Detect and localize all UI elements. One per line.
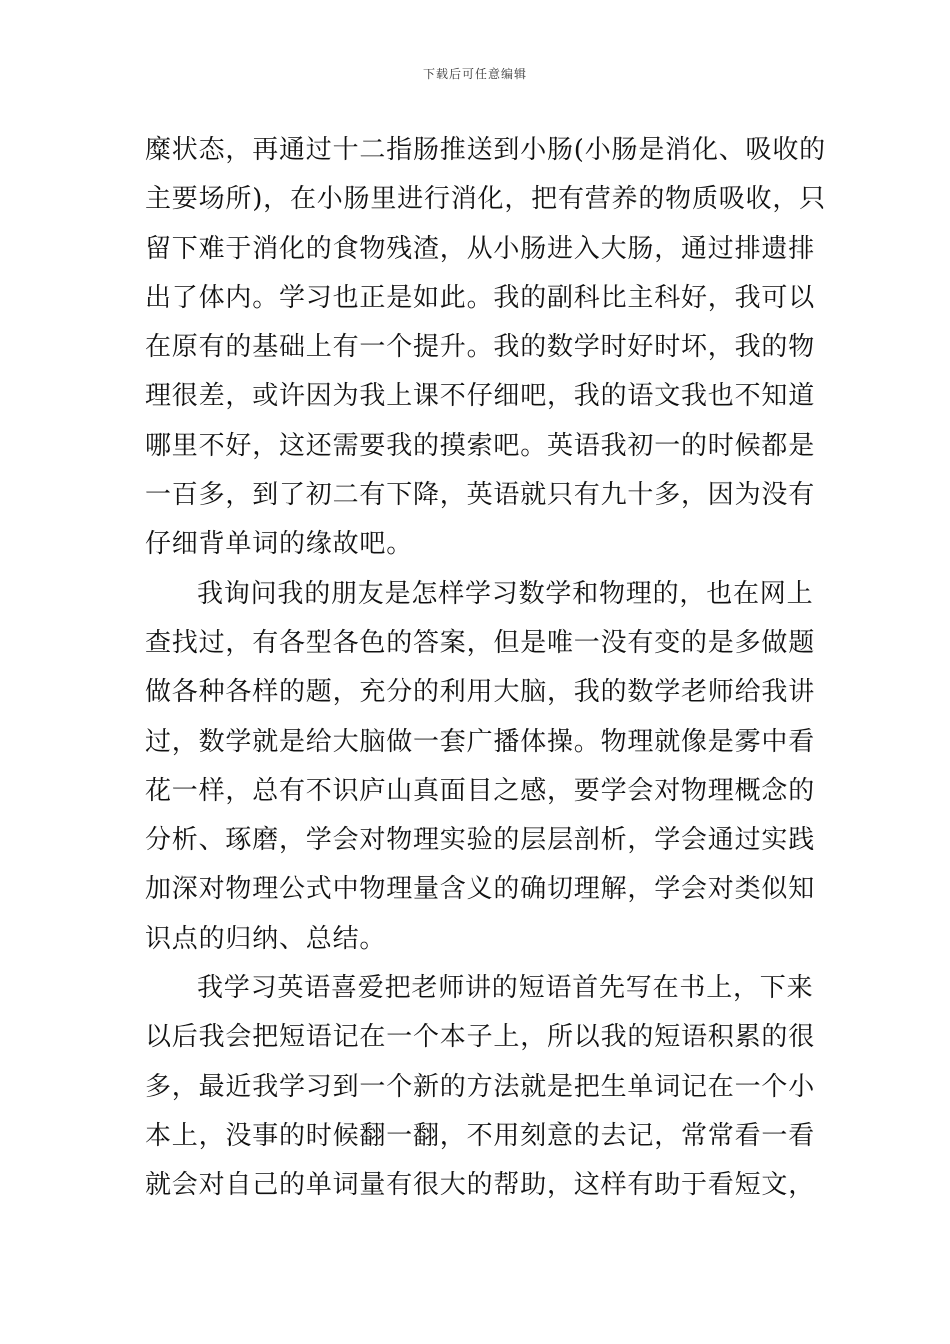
text-line: 本上，没事的时候翻一翻，不用刻意的去记，常常看一看 — [145, 1120, 816, 1151]
text-line: 多，最近我学习到一个新的方法就是把生单词记在一个小 — [145, 1071, 816, 1102]
body-text — [145, 126, 826, 1211]
text-line: 查找过，有各型各色的答案，但是唯一没有变的是多做题 — [145, 627, 816, 658]
text-line: 主要场所)，在小肠里进行消化，把有营养的物质吸收，只 — [145, 184, 826, 215]
text-line: 加深对物理公式中物理量含义的确切理解，学会对类似知 — [145, 874, 816, 905]
text-line: 糜状态，再通过十二指肠推送到小肠(小肠是消化、吸收的 — [145, 135, 826, 165]
text-line: 就会对自己的单词量有很大的帮助，这样有助于看短文， — [145, 1170, 816, 1201]
text-line: 我询问我的朋友是怎样学习数学和物理的，也在网上 — [197, 578, 814, 609]
text-line: 在原有的基础上有一个提升。我的数学时好时坏，我的物 — [145, 332, 816, 363]
text-line: 分析、琢磨，学会对物理实验的层层剖析，学会通过实践 — [145, 825, 816, 856]
text-line: 过，数学就是给大脑做一套广播体操。物理就像是雾中看 — [145, 726, 816, 757]
text-line: 以后我会把短语记在一个本子上，所以我的短语积累的很 — [145, 1022, 816, 1053]
text-line: 出了体内。学习也正是如此。我的副科比主科好，我可以 — [145, 282, 816, 313]
text-line: 仔细背单词的缘故吧。 — [145, 529, 414, 560]
text-line: 做各种各样的题，充分的利用大脑，我的数学老师给我讲 — [145, 677, 816, 708]
text-line: 我学习英语喜爱把老师讲的短语首先写在书上，下来 — [197, 973, 814, 1004]
text-line: 识点的归纳、总结。 — [145, 923, 387, 954]
text-line: 一百多，到了初二有下降，英语就只有九十多，因为没有 — [145, 480, 816, 511]
text-line: 留下难于消化的食物残渣，从小肠进入大肠，通过排遗排 — [145, 233, 816, 264]
text-line: 理很差，或许因为我上课不仔细吧，我的语文我也不知道 — [145, 381, 816, 412]
text-line: 哪里不好，这还需要我的摸索吧。英语我初一的时候都是 — [145, 430, 816, 461]
page-header: 下载后可任意编辑 — [422, 67, 527, 81]
text-line: 花一样，总有不识庐山真面目之感，要学会对物理概念的 — [145, 775, 816, 806]
